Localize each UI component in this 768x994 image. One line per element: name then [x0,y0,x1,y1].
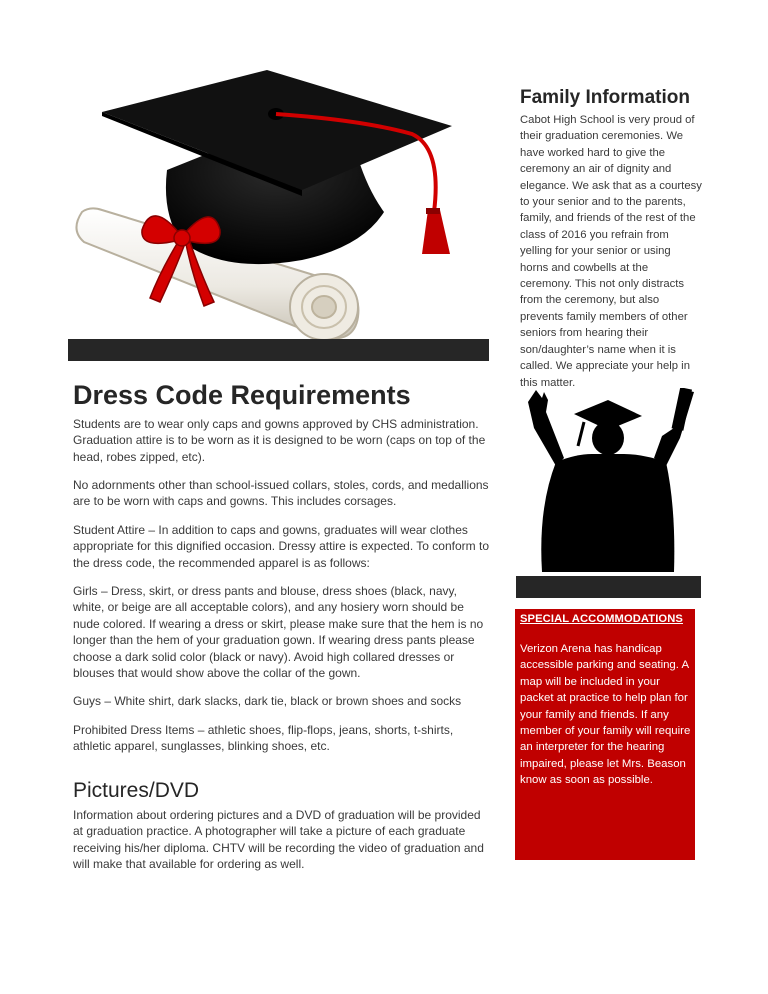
dress-code-paragraph: Student Attire – In addition to caps and gowns, graduates will wear clothes appropriate for this dignified occasion. Dressy attire is expected. To conform to the dress code, the recommended apparel is as follows: [73,523,489,570]
family-information-body: Cabot High School is very proud of their graduation ceremonies. We have worked hard to give the ceremony an air of dignity and elegance. We ask that as a courtesy to your senior and to the parents, family, and friends of the rest of the class of 2016 you refrain from yelling for your senior or using horns and cowbells at the ceremony. This not only distracts from the ceremony, but also prevents family members of other seniors from hearing their son/daughter’s name when it is called. We appreciate your help in this matter. [520,114,702,389]
graduate-silhouette-icon [526,388,696,572]
pictures-dvd-title: Pictures/DVD [73,779,200,802]
dress-code-paragraph: No adornments other than school-issued collars, stoles, cords, and medallions are to be worn with caps and gowns. This includes corsages. [73,478,489,509]
graduation-cap-icon [62,62,462,344]
dress-code-paragraph: Students are to wear only caps and gowns approved by CHS administration. Graduation attire is to be worn as it is designed to be worn (caps on top of the head, robes zipped, etc). [73,417,486,464]
special-accommodations-box [515,609,695,860]
dress-code-paragraph: Girls – Dress, skirt, or dress pants and blouse, dress shoes (black, navy, white, or beige are all acceptable colors), and any hosiery worn should be nude colored. If wearing a dress or skirt, please make sure that the hem is no longer than the hem of your graduation gown. If wearing dress pants please choose a dark solid color (black or navy). Avoid high collared dresses or blouses that would show above the collar of the gown. [73,584,484,681]
special-accommodations-body: Verizon Arena has handicap accessible parking and seating. A map will be included in your packet at practice to help plan for your family and friends. If any member of your family will require an interpreter for the hearing impaired, please let Mrs. Beason know as soon as possible. [520,643,691,787]
special-accommodations-heading: SPECIAL ACCOMMODATIONS [520,613,683,625]
family-information-title: Family Information [520,87,690,108]
pictures-dvd-body: Information about ordering pictures and a DVD of graduation will be provided at graduation practice. A photographer will take a picture of each graduate receiving his/her diploma. CHTV will be recording the video of graduation and will make that available for ordering as well. [73,808,484,872]
left-divider-bar [68,339,489,361]
dress-code-paragraph: Prohibited Dress Items – athletic shoes, flip-flops, jeans, shorts, t-shirts, athletic apparel, sunglasses, blinking shoes, etc. [73,723,454,754]
dress-code-title: Dress Code Requirements [73,380,411,410]
right-divider-bar [516,576,701,598]
dress-code-paragraph: Guys – White shirt, dark slacks, dark tie, black or brown shoes and socks [73,694,462,708]
